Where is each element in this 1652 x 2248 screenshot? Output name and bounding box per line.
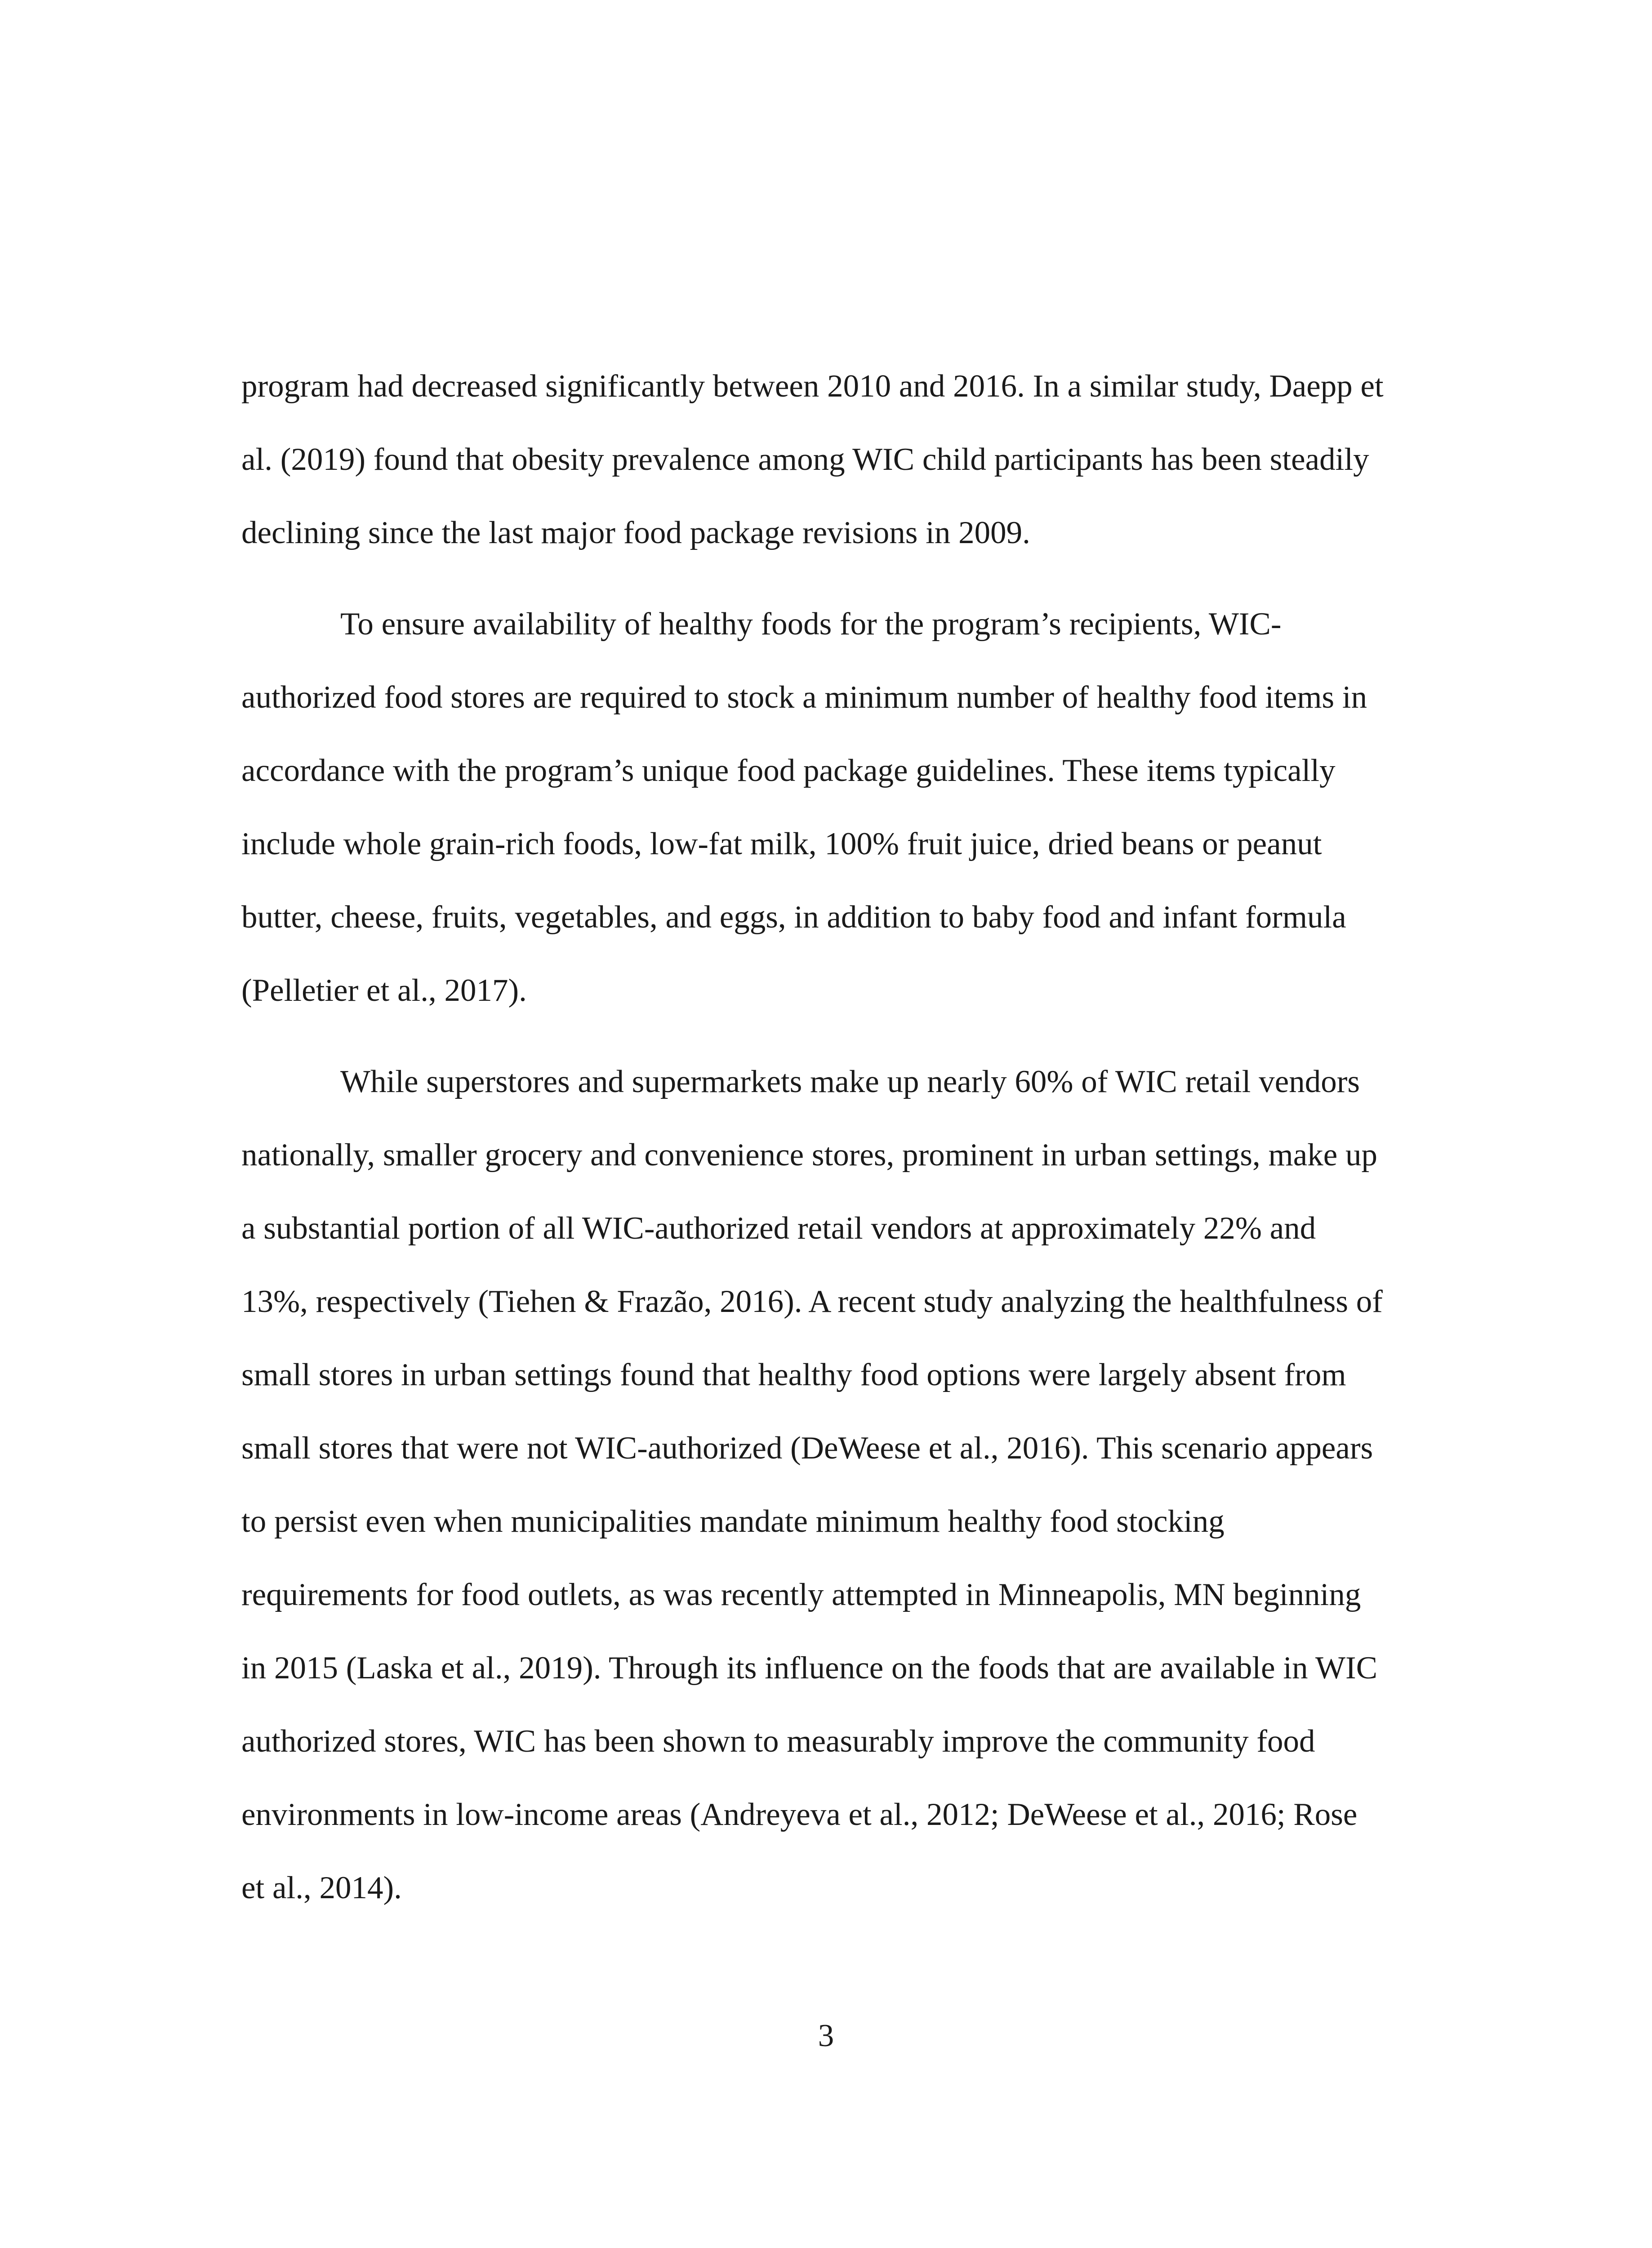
text-line: While superstores and supermarkets make up nearly 60% of WIC retail vendors	[340, 1064, 1360, 1099]
text-line: in 2015 (Laska et al., 2019). Through its influence on the foods that are available in WIC	[241, 1650, 1378, 1686]
text-line: accordance with the program’s unique food package guidelines. These items typically	[241, 753, 1336, 788]
paragraph-3	[241, 1045, 1392, 1925]
text-line: requirements for food outlets, as was recently attempted in Minneapolis, MN beginning	[241, 1577, 1361, 1612]
text-line: butter, cheese, fruits, vegetables, and eggs, in addition to baby food and infant formula	[241, 900, 1346, 935]
text-line: (Pelletier et al., 2017).	[241, 973, 527, 1008]
body-text	[241, 350, 1392, 1925]
text-line: program had decreased significantly between 2010 and 2016. In a similar study, Daepp et	[241, 369, 1384, 404]
page-number: 3	[818, 2018, 834, 2053]
text-line: declining since the last major food package revisions in 2009.	[241, 515, 1030, 550]
text-line: small stores in urban settings found that healthy food options were largely absent from	[241, 1357, 1346, 1392]
text-line: authorized food stores are required to stock a minimum number of healthy food items in	[241, 680, 1367, 715]
text-line: nationally, smaller grocery and convenience stores, prominent in urban settings, make up	[241, 1137, 1377, 1173]
text-line: small stores that were not WIC-authorized (DeWeese et al., 2016). This scenario appears	[241, 1431, 1373, 1466]
text-line: a substantial portion of all WIC-authorized retail vendors at approximately 22% and	[241, 1211, 1316, 1246]
paragraph-2	[241, 588, 1392, 1027]
text-line: 13%, respectively (Tiehen & Frazão, 2016). A recent study analyzing the healthfulness of	[241, 1284, 1383, 1319]
text-line: environments in low-income areas (Andreyeva et al., 2012; DeWeese et al., 2016; Rose	[241, 1797, 1358, 1832]
text-line: include whole grain-rich foods, low-fat milk, 100% fruit juice, dried beans or peanut	[241, 826, 1322, 861]
text-line: To ensure availability of healthy foods for the program’s recipients, WIC-	[340, 607, 1282, 642]
text-line: al. (2019) found that obesity prevalence among WIC child participants has been steadily	[241, 442, 1369, 477]
text-line: authorized stores, WIC has been shown to measurably improve the community food	[241, 1724, 1315, 1759]
text-line: et al., 2014).	[241, 1870, 402, 1905]
paragraph-1	[241, 350, 1392, 570]
text-line: to persist even when municipalities mandate minimum healthy food stocking	[241, 1504, 1225, 1539]
